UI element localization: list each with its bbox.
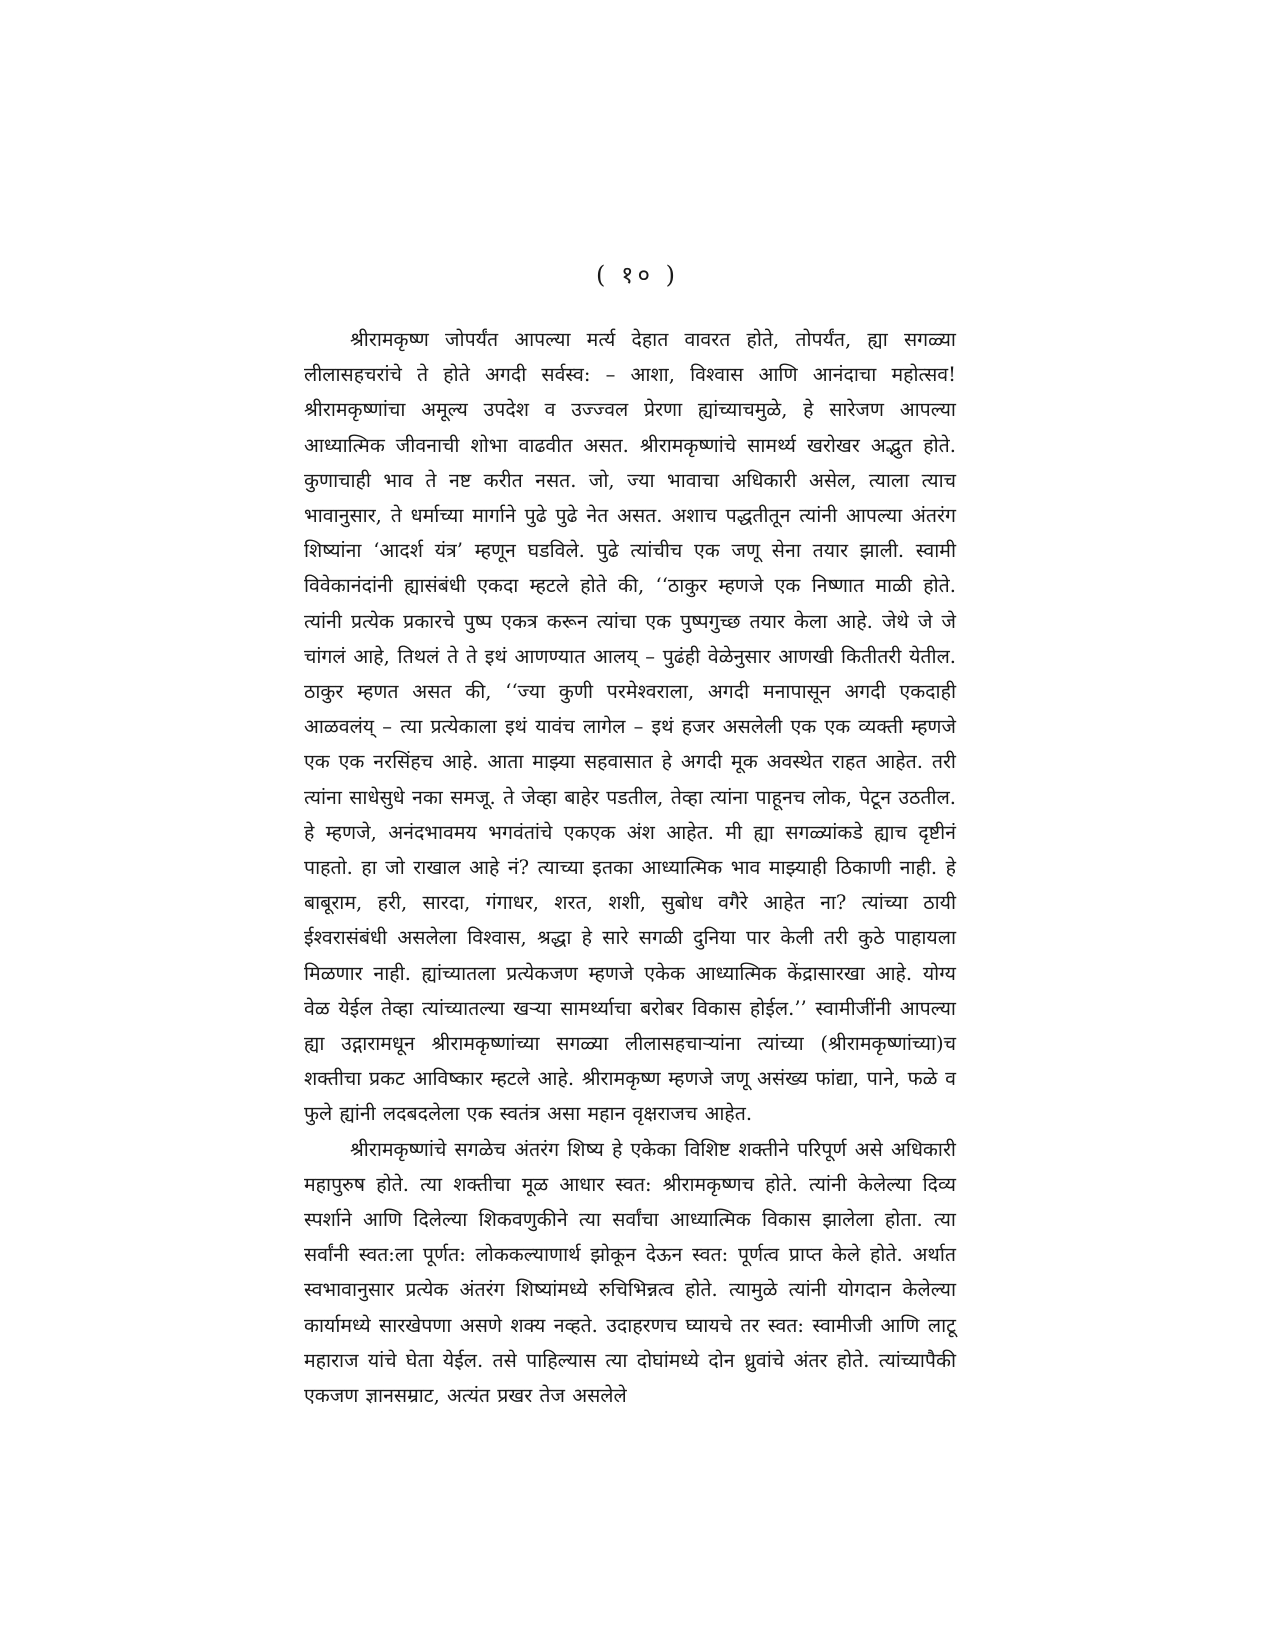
paragraph-2: श्रीरामकृष्णांचे सगळेच अंतरंग शिष्य हे एकेका विशिष्ट शक्तीने परिपूर्ण असे अधिकारी महापुरुष होते. त्या शक्तीचा मूळ आधार स्वत: श्रीरामकृष्णच होते. त्यांनी केलेल्या दिव्य स्पर्शाने आणि दिलेल्या शिकवणुकीने त्या सर्वांचा आध्यात्मिक विकास झालेला होता. त्या सर्वांनी स्वत:ला पूर्णत: लोककल्याणार्थ झोकून देऊन स्वत: पूर्णत्व प्राप्त केले होते. अर्थात स्वभावानुसार प्रत्येक अंतरंग शिष्यांमध्ये रुचिभिन्नत्व होते. त्यामुळे त्यांनी योगदान केलेल्या कार्यामध्ये सारखेपणा असणे शक्य नव्हते. उदाहरणच घ्यायचे तर स्वत: स्वामीजी आणि लाटू महाराज यांचे घेता येईल. तसे पाहिल्यास त्या दोघांमध्ये दोन ध्रुवांचे अंतर होते. त्यांच्यापैकी एकजण ज्ञानसम्राट, अत्यंत प्रखर तेज असलेले — [304, 1137, 956, 1408]
paragraph-1: श्रीरामकृष्ण जोपर्यंत आपल्या मर्त्य देहात वावरत होते, तोपर्यंत, ह्या सगळ्या लीलासहचरांचे ते होते अगदी सर्वस्व: – आशा, विश्वास आणि आनंदाचा महोत्सव! श्रीरामकृष्णांचा अमूल्य उपदेश व उज्ज्वल प्रेरणा ह्यांच्याचमुळे, हे सारेजण आपल्या आध्यात्मिक जीवनाची शोभा वाढवीत असत. श्रीरामकृष्णांचे सामर्थ्य खरोखर अद्भुत होते. कुणाचाही भाव ते नष्ट करीत नसत. जो, ज्या भावाचा अधिकारी असेल, त्याला त्याच भावानुसार, ते धर्माच्या मार्गाने पुढे पुढे नेत असत. अशाच पद्धतीतून त्यांनी आपल्या अंतरंग शिष्यांना ‘आदर्श यंत्र’ म्हणून घडविले. पुढे त्यांचीच एक जणू सेना तयार झाली. स्वामी विवेकानंदांनी ह्यासंबंधी एकदा म्हटले होते की, ‘‘ठाकुर म्हणजे एक निष्णात माळी होते. त्यांनी प्रत्येक प्रकारचे पुष्प एकत्र करून त्यांचा एक पुष्पगुच्छ तयार केला आहे. जेथे जे जे चांगलं आहे, तिथलं ते ते इथं आणण्यात आलय् – पुढंही वेळेनुसार आणखी कितीतरी येतील. ठाकुर म्हणत असत की, ‘‘ज्या कुणी परमेश्वराला, अगदी मनापासून अगदी एकदाही आळवलंय् – त्या प्रत्येकाला इथं यावंच लागेल – इथं हजर असलेली एक एक व्यक्ती म्हणजे एक एक नरसिंहच आहे. आता माझ्या सहवासात हे अगदी मूक अवस्थेत राहत आहेत. तरी त्यांना साधेसुधे नका समजू. ते जेव्हा बाहेर पडतील, तेव्हा त्यांना पाहूनच लोक, पेटून उठतील. हे म्हणजे, अनंदभावमय भगवंतांचे एकएक अंश आहेत. मी ह्या सगळ्यांकडे ह्याच दृष्टीनं पाहतो. हा जो राखाल आहे नं? त्याच्या इतका आध्यात्मिक भाव माझ्याही ठिकाणी नाही. हे बाबूराम, हरी, सारदा, गंगाधर, शरत, शशी, सुबोध वगैरे आहेत ना? त्यांच्या ठायी ईश्वरासंबंधी असलेला विश्वास, श्रद्धा हे सारे सगळी दुनिया पार केली तरी कुठे पाहायला मिळणार नाही. ह्यांच्यातला प्रत्येकजण म्हणजे एकेक आध्यात्मिक केंद्रासारखा आहे. योग्य वेळ येईल तेव्हा त्यांच्यातल्या खऱ्या सामर्थ्याचा बरोबर विकास होईल.’’ स्वामीजींनी आपल्या ह्या उद्गारामधून श्रीरामकृष्णांच्या सगळ्या लीलासहचाऱ्यांना त्यांच्या (श्रीरामकृष्णांच्या)च शक्तीचा प्रकट आविष्कार म्हटले आहे. श्रीरामकृष्ण म्हणजे जणू असंख्य फांद्या, पाने, फळे व फुले ह्यांनी लदबदलेला एक स्वतंत्र असा महान वृक्षराजच आहेत. — [304, 328, 956, 1126]
page-number: ( १० ) — [596, 261, 679, 289]
body-text — [304, 322, 956, 1413]
